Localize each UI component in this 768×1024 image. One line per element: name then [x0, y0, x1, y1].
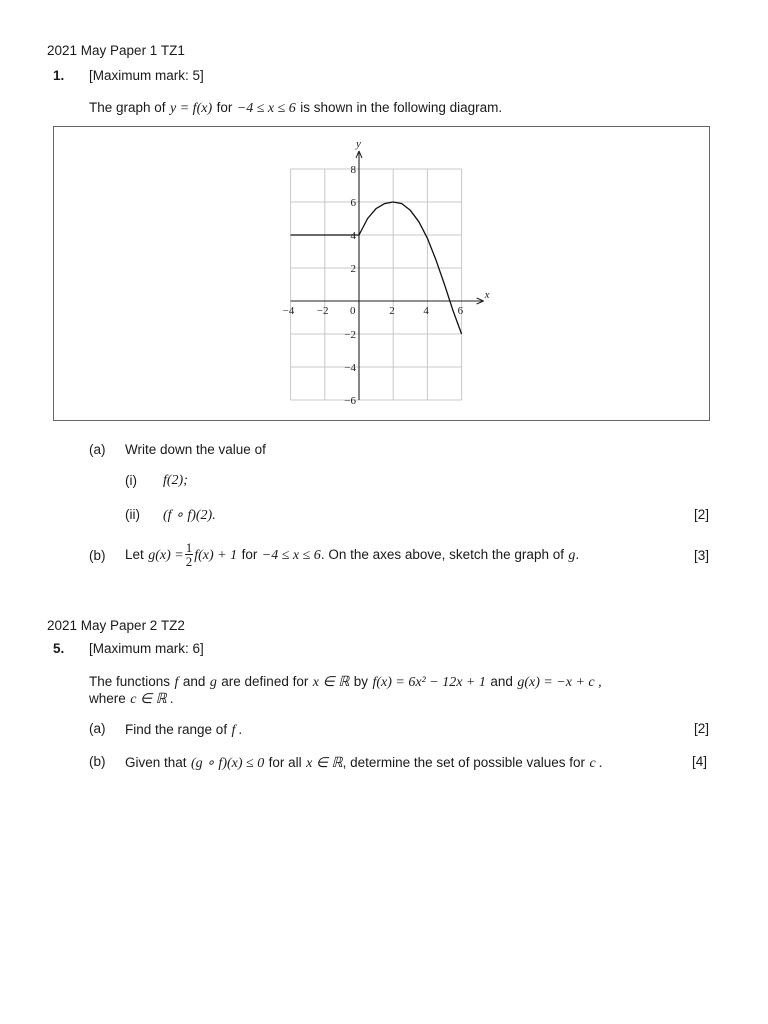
x-tick-label: 2 — [389, 305, 395, 317]
q5-part-b-text — [125, 754, 603, 772]
q5-b-expr: (g ∘ f)(x) ≤ 0 — [191, 756, 265, 771]
x-axis-label: x — [484, 289, 490, 301]
q5-where: where — [89, 691, 126, 706]
question-5-line-1 — [89, 673, 602, 691]
part-b-text — [125, 538, 579, 573]
part-b-let: Let — [125, 547, 144, 562]
graph-tick-labels — [283, 164, 464, 407]
q5-part-a-text — [125, 721, 242, 739]
q5-part-a-marks: [2] — [694, 721, 710, 736]
part-b-for: for — [241, 547, 258, 562]
y-tick-label: −6 — [344, 395, 356, 407]
function-graph — [54, 127, 709, 420]
q5-a-find-range: Find the range of — [125, 722, 228, 737]
y-tick-label: −2 — [344, 329, 356, 341]
x-tick-label: −2 — [316, 305, 329, 317]
y-axis-label: y — [356, 138, 361, 150]
intro-pre: The graph of — [89, 100, 166, 115]
question-5-max-mark: [Maximum mark: 6] — [89, 641, 204, 656]
section2-heading: 2021 May Paper 2 TZ2 — [47, 618, 185, 633]
q5-g: g — [209, 675, 217, 690]
part-a-i-label: (i) — [125, 473, 137, 488]
q5-g-definition: g(x) = −x + c , — [517, 675, 602, 690]
x-tick-label: −4 — [282, 305, 295, 317]
part-b-g: g — [568, 548, 576, 563]
x-tick-label: 0 — [350, 305, 356, 317]
y-tick-label: 6 — [350, 197, 356, 209]
question-5-number: 5. — [53, 641, 65, 656]
part-b-domain: −4 ≤ x ≤ 6 — [261, 548, 321, 563]
section1-heading: 2021 May Paper 1 TZ1 — [47, 43, 185, 58]
intro-post: is shown in the following diagram. — [300, 100, 503, 115]
part-a-i-expr: f(2); — [163, 473, 188, 488]
q5-part-b-label: (b) — [89, 754, 106, 769]
q5-b-c: c . — [589, 756, 603, 771]
q5-by: by — [353, 674, 369, 689]
part-b-end: . — [575, 547, 580, 562]
part-b-fraction — [185, 541, 194, 568]
part-b-marks: [3] — [694, 548, 710, 563]
intro-domain: −4 ≤ x ≤ 6 — [236, 101, 296, 116]
graph-axes — [291, 138, 490, 400]
y-tick-label: −4 — [344, 362, 356, 374]
question-1-number: 1. — [53, 68, 65, 83]
question-5-line-2 — [89, 690, 174, 708]
y-tick-label: 4 — [350, 230, 356, 242]
part-b-post: . On the axes above, sketch the graph of — [320, 547, 564, 562]
part-a-marks: [2] — [694, 507, 710, 522]
part-a-text: Write down the value of — [125, 442, 266, 457]
fraction-denominator: 2 — [185, 554, 193, 570]
x-tick-label: 4 — [423, 305, 429, 317]
q5-f: f — [174, 675, 179, 690]
graph-grid — [291, 169, 462, 400]
intro-func: y = f(x) — [170, 101, 213, 116]
q5-c-domain: c ∈ ℝ . — [130, 692, 174, 707]
q5-defined-for: are defined for — [221, 674, 309, 689]
q5-b-domain: x ∈ ℝ — [306, 756, 343, 771]
graph-figure-box — [53, 126, 710, 421]
q5-domain: x ∈ ℝ — [312, 675, 350, 690]
y-tick-label: 8 — [350, 164, 356, 176]
q5-b-determine: , determine the set of possible values for — [342, 755, 586, 770]
part-a-ii-expr: (f ∘ f)(2). — [163, 508, 216, 523]
q5-text-functions: The functions — [89, 674, 171, 689]
q5-and: and — [182, 674, 206, 689]
q5-f-definition: f(x) = 6x² − 12x + 1 — [372, 675, 486, 690]
part-a-ii-label: (ii) — [125, 507, 140, 522]
y-tick-label: 2 — [350, 263, 356, 275]
part-b-label: (b) — [89, 548, 106, 563]
q5-a-f: f . — [231, 723, 243, 738]
q5-part-b-marks: [4] — [692, 754, 708, 769]
question-1-intro — [89, 99, 502, 117]
part-a-label: (a) — [89, 442, 106, 457]
part-b-lhs: g(x) = — [148, 548, 184, 563]
q5-b-given: Given that — [125, 755, 187, 770]
q5-part-a-label: (a) — [89, 721, 106, 736]
x-tick-label: 6 — [457, 305, 464, 317]
q5-and-2: and — [490, 674, 513, 689]
part-b-rhs: f(x) + 1 — [194, 548, 238, 563]
intro-mid: for — [216, 100, 233, 115]
question-1-max-mark: [Maximum mark: 5] — [89, 68, 204, 83]
fraction-numerator: 1 — [185, 540, 193, 556]
q5-b-for-all: for all — [268, 755, 302, 770]
